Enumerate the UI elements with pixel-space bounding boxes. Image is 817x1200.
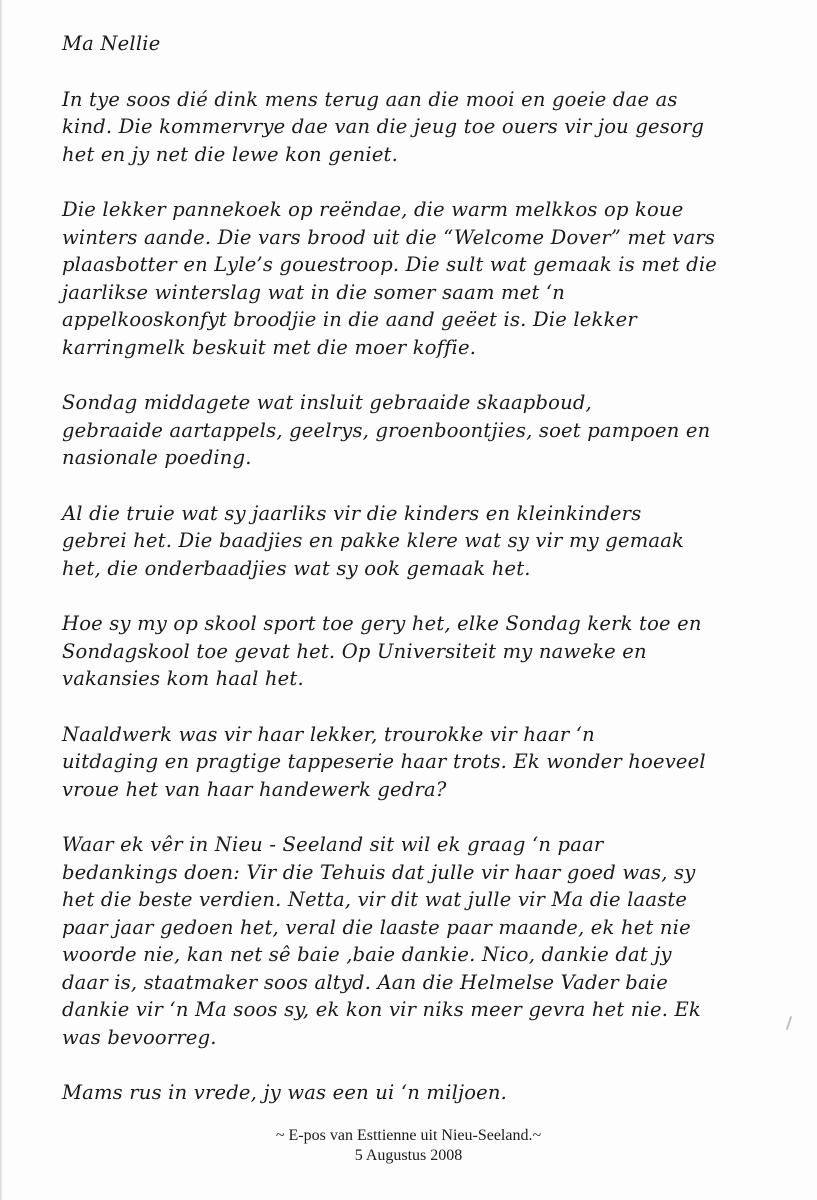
scan-mark bbox=[786, 1016, 792, 1030]
paragraph-line: plaasbotter en Lyle’s gouestroop. Die sult wat gemaak is met die bbox=[62, 253, 718, 276]
paragraph-line: Hoe sy my op skool sport toe gery het, elke Sondag kerk toe en bbox=[62, 612, 702, 635]
paragraph-line: daar is, staatmaker soos altyd. Aan die Helmelse Vader baie bbox=[62, 970, 668, 994]
paragraph-line: Naaldwerk was vir haar lekker, trourokke vir haar ‘n bbox=[62, 722, 595, 746]
letter-paragraph bbox=[62, 610, 782, 693]
paragraph-line: Die lekker pannekoek op reëndae, die warm melkkos op koue bbox=[62, 198, 684, 221]
paragraph-line: Al die truie wat sy jaarliks vir die kinders en kleinkinders bbox=[62, 501, 642, 525]
salutation: Ma Nellie bbox=[62, 32, 161, 55]
scan-edge-shadow bbox=[0, 0, 3, 1200]
letter-paragraph bbox=[62, 86, 782, 169]
signature-date: 5 Augustus 2008 bbox=[354, 1147, 463, 1164]
letter-paragraph bbox=[62, 831, 782, 1051]
paragraph-line: Sondag middagete wat insluit gebraaide skaapboud, bbox=[62, 391, 592, 414]
letter-body bbox=[62, 30, 782, 1135]
signature-sender: ~ E-pos van Esttienne uit Nieu-Seeland.~ bbox=[275, 1127, 542, 1144]
letter-paragraph bbox=[62, 500, 782, 583]
paragraph-line: uitdaging en pragtige tappeserie haar trots. Ek wonder hoeveel bbox=[62, 750, 706, 773]
paragraph-line: kind. Die kommervrye dae van die jeug toe ouers vir jou gesorg bbox=[62, 115, 705, 138]
paragraph-line: Mams rus in vrede, jy was een ui ‘n miljoen. bbox=[62, 1081, 508, 1104]
paragraph-line: appelkooskonfyt broodjie in die aand geëet is. Die lekker bbox=[62, 308, 637, 331]
letter-paragraph bbox=[62, 721, 782, 804]
letter-paragraph bbox=[62, 196, 782, 361]
paragraph-line: gebraaide aartappels, geelrys, groenboontjies, soet pampoen en bbox=[62, 418, 711, 442]
paragraph-line: woorde nie, kan net sê baie ,baie dankie. Nico, dankie dat jy bbox=[62, 943, 672, 966]
paragraph-line: paar jaar gedoen het, veral die laaste paar maande, ek het nie bbox=[62, 915, 691, 939]
paragraph-line: winters aande. Die vars brood uit die “Welcome Dover” met vars bbox=[62, 225, 716, 249]
paragraph-line: was bevoorreg. bbox=[62, 1025, 217, 1049]
paragraph-line: het, die onderbaadjies wat sy ook gemaak het. bbox=[62, 556, 531, 580]
letter-paragraph bbox=[62, 1079, 782, 1107]
letter-paragraph bbox=[62, 389, 782, 472]
paragraph-line: nasionale poeding. bbox=[62, 446, 252, 469]
paragraph-line: karringmelk beskuit met die moer koffie. bbox=[62, 335, 477, 359]
signature-block bbox=[0, 1126, 817, 1166]
paragraph-line: het die beste verdien. Netta, vir dit wat julle vir Ma die laaste bbox=[62, 888, 688, 911]
paragraph-line: gebrei het. Die baadjies en pakke klere wat sy vir my gemaak bbox=[62, 529, 685, 552]
paragraph-line: het en jy net die lewe kon geniet. bbox=[62, 142, 398, 166]
paragraph-line: Sondagskool toe gevat het. Op Universiteit my naweke en bbox=[62, 639, 647, 663]
paragraph-line: Waar ek vêr in Nieu - Seeland sit wil ek graag ‘n paar bbox=[62, 833, 604, 856]
paragraph-line: vakansies kom haal het. bbox=[62, 667, 304, 690]
paragraph-line: dankie vir ‘n Ma soos sy, ek kon vir niks meer gevra het nie. Ek bbox=[62, 998, 701, 1021]
paragraph-line: vroue het van haar handewerk gedra? bbox=[62, 777, 447, 801]
paragraph-line: bedankings doen: Vir die Tehuis dat julle vir haar goed was, sy bbox=[62, 860, 696, 884]
paragraph-line: jaarlikse winterslag wat in die somer saam met ‘n bbox=[62, 280, 566, 304]
letter-paragraphs bbox=[62, 86, 782, 1107]
paragraph-line: In tye soos dié dink mens terug aan die mooi en goeie dae as bbox=[62, 87, 678, 111]
